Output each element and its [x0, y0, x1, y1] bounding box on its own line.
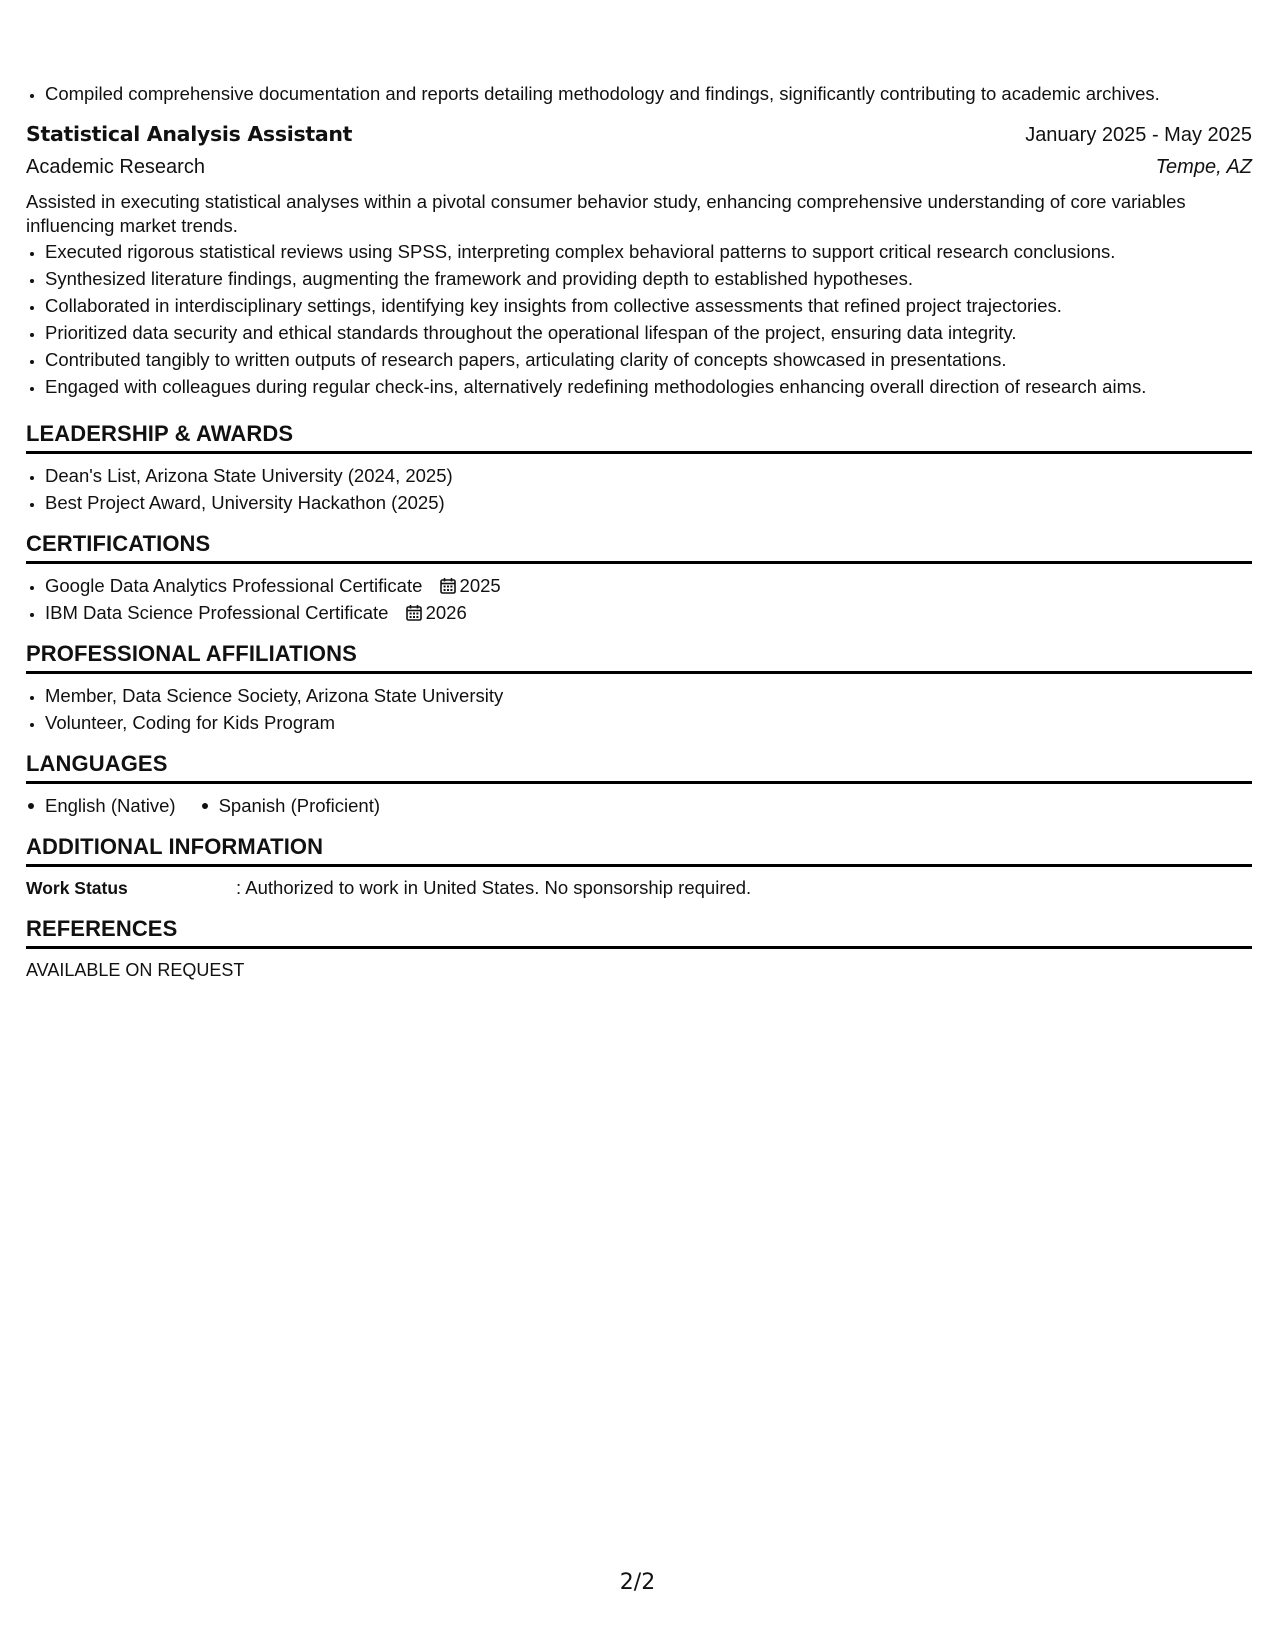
certificate-year: 2026	[425, 602, 467, 623]
bullet-dot	[202, 803, 208, 809]
languages-list	[26, 792, 1252, 819]
job-summary: Assisted in executing statistical analyses within a pivotal consumer behavior study, enhancing comprehensive understanding of core variables influencing market trends.	[26, 191, 1186, 236]
list-item: • Prioritized data security and ethical standards throughout the operational lifespan of the project, ensuring data integrity.	[45, 319, 1252, 346]
job-bullets	[26, 238, 1252, 400]
section-title: REFERENCES	[26, 915, 1252, 949]
certificate-year: 2025	[459, 575, 501, 596]
references-text: AVAILABLE ON REQUEST	[26, 960, 245, 980]
calendar-icon	[440, 574, 456, 591]
work-status-value: : Authorized to work in United States. No sponsorship required.	[236, 877, 752, 898]
certifications-section	[26, 530, 1252, 626]
job-location: Tempe, AZ	[1155, 156, 1252, 178]
job-subheader	[26, 153, 1252, 181]
section-title: LEADERSHIP & AWARDS	[26, 420, 1252, 454]
certificate-name: Google Data Analytics Professional Certificate	[45, 575, 423, 596]
additional-info-section	[26, 833, 1252, 901]
section-title: LANGUAGES	[26, 750, 1252, 784]
certificate-name: IBM Data Science Professional Certificate	[45, 602, 389, 623]
list-item	[45, 599, 1252, 626]
section-title: PROFESSIONAL AFFILIATIONS	[26, 640, 1252, 674]
language-label: Spanish (Proficient)	[218, 795, 381, 816]
calendar-icon	[406, 601, 422, 618]
bullet-list	[26, 80, 1252, 107]
job-organization: Academic Research	[26, 156, 205, 178]
list-item: • Dean's List, Arizona State University (2024, 2025)	[45, 462, 1252, 489]
list-item	[45, 572, 1252, 599]
work-status-row	[26, 875, 1252, 901]
previous-job-bullets	[26, 80, 1252, 107]
leadership-list	[26, 462, 1252, 516]
list-item: • Engaged with colleagues during regular check-ins, alternatively redefining methodologies enhancing overall direction of research aims.	[45, 373, 1252, 400]
language-label: English (Native)	[45, 795, 176, 816]
list-item: • Best Project Award, University Hackathon (2025)	[45, 489, 1252, 516]
languages-section	[26, 750, 1252, 819]
list-item	[26, 792, 176, 819]
list-item: • Synthesized literature findings, augmenting the framework and providing depth to established hypotheses.	[45, 265, 1252, 292]
bullet-dot	[28, 803, 34, 809]
list-item: • Executed rigorous statistical reviews using SPSS, interpreting complex behavioral patterns to support critical research conclusions.	[45, 238, 1252, 265]
section-title: ADDITIONAL INFORMATION	[26, 833, 1252, 867]
list-item	[200, 792, 380, 819]
list-item: • Volunteer, Coding for Kids Program	[45, 709, 1252, 736]
list-item: • Member, Data Science Society, Arizona State University	[45, 682, 1252, 709]
certifications-list	[26, 572, 1252, 626]
job-header	[26, 120, 1252, 149]
job-entry	[26, 120, 1252, 400]
section-title: CERTIFICATIONS	[26, 530, 1252, 564]
resume-page	[26, 0, 1252, 983]
job-dates: January 2025 - May 2025	[1025, 124, 1252, 146]
affiliations-section	[26, 640, 1252, 736]
leadership-section	[26, 420, 1252, 516]
references-section	[26, 915, 1252, 983]
list-item: • Compiled comprehensive documentation and reports detailing methodology and findings, significantly contributing to academic archives.	[45, 80, 1252, 107]
list-item: • Contributed tangibly to written outputs of research papers, articulating clarity of concepts showcased in presentations.	[45, 346, 1252, 373]
affiliations-list	[26, 682, 1252, 736]
page-number: 2/2	[619, 1570, 656, 1595]
work-status-label: Work Status	[26, 878, 128, 898]
job-title: Statistical Analysis Assistant	[26, 122, 353, 146]
list-item: • Collaborated in interdisciplinary settings, identifying key insights from collective assessments that refined project trajectories.	[45, 292, 1252, 319]
